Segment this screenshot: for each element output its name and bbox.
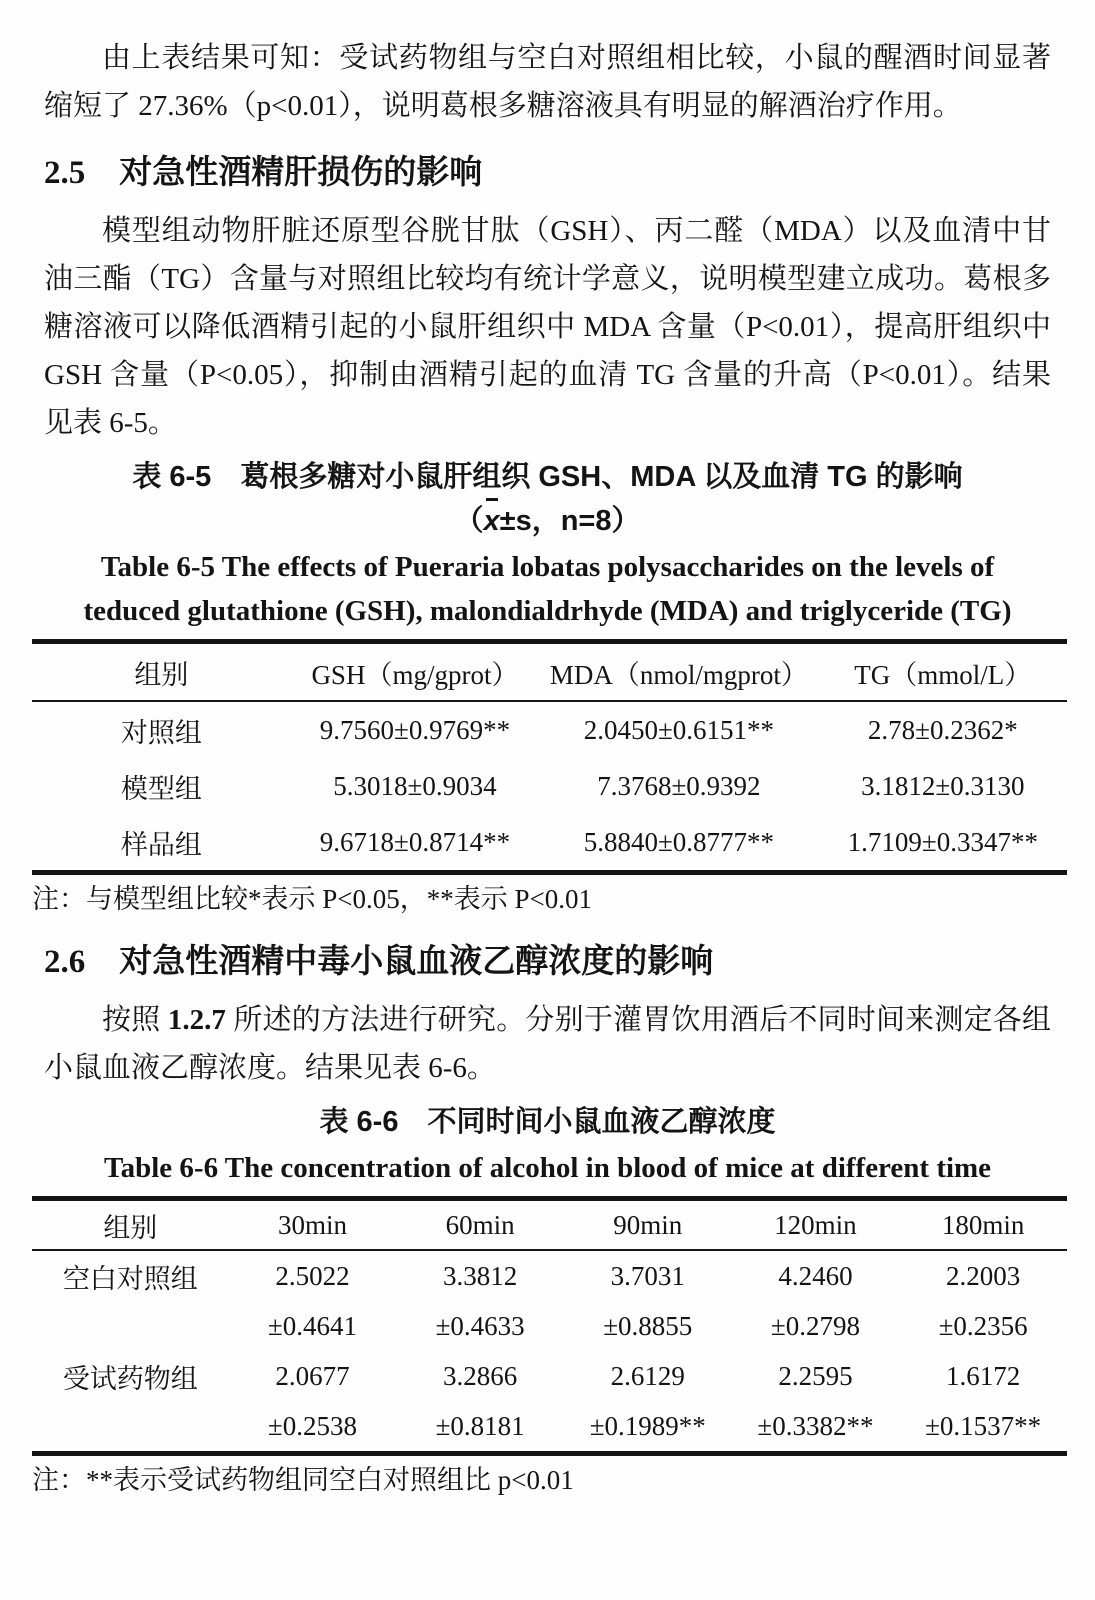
xbar-symbol: x	[483, 505, 500, 537]
cell-sd: ±0.3382**	[757, 1410, 874, 1441]
cell-mean: 3.3812	[443, 1260, 518, 1291]
section-title: 对急性酒精肝损伤的影响	[119, 153, 483, 190]
row-label-empty	[32, 1301, 229, 1351]
col-header-tg: TG（mmol/L）	[819, 642, 1067, 702]
col-header-group: 组别	[32, 642, 291, 702]
caption-text-tail: ±s，n=8）	[499, 505, 641, 537]
cell-value: 3.1812±0.3130	[861, 770, 1025, 801]
row-label: 对照组	[120, 717, 202, 748]
table-row	[32, 701, 1067, 758]
cell-value: 7.3768±0.9392	[597, 770, 761, 801]
cell-sd: ±0.2538	[267, 1410, 357, 1441]
cell-value: 5.3018±0.9034	[333, 770, 497, 801]
col-header-mda: MDA（nmol/mgprot）	[539, 642, 818, 702]
cell-value: 5.8840±0.8777**	[583, 826, 775, 857]
col-header-120min: 120min	[732, 1199, 900, 1251]
section-number: 2.5	[44, 155, 86, 191]
cell-mean: 2.2595	[778, 1360, 853, 1391]
col-header-60min: 60min	[396, 1199, 564, 1251]
table-6-6-caption-en: Table 6-6 The concentration of alcohol in blood of mice at different time	[103, 1152, 992, 1184]
method-reference: 1.2.7	[167, 1004, 226, 1036]
col-header-gsh: GSH（mg/gprot）	[291, 642, 539, 702]
section-2-5-paragraph: 模型组动物肝脏还原型谷胱甘肽（GSH）、丙二醛（MDA）以及血清中甘油三酯（TG）含量与对照组比较均有统计学意义，说明模型建立成功。葛根多糖溶液可以降低酒精引起的小鼠肝组织中 MDA 含量（P<0.01），提高肝组织中 GSH 含量（P<0.05），抑制由酒精引起的血清 TG 含量的升高（P<0.01）。结果见表 6-5。	[44, 215, 1051, 439]
col-header-30min: 30min	[229, 1199, 397, 1251]
section-2-6-paragraph	[44, 996, 1051, 1092]
cell-mean: 2.0677	[275, 1360, 350, 1391]
cell-mean: 3.7031	[610, 1260, 685, 1291]
caption-text: 表 6-5 葛根多糖对小鼠肝组织 GSH、MDA 以及血清 TG 的影响（	[132, 461, 963, 537]
section-heading-2-5	[44, 146, 1051, 193]
table-row	[32, 1250, 1067, 1301]
table-6-6-caption-zh: 表 6-6 不同时间小鼠血液乙醇浓度	[319, 1106, 776, 1138]
table-row	[32, 814, 1067, 873]
row-label: 模型组	[120, 773, 202, 804]
cell-mean: 3.2866	[443, 1360, 518, 1391]
row-label: 样品组	[120, 829, 202, 860]
cell-value: 2.78±0.2362*	[867, 714, 1018, 745]
cell-sd: ±0.2356	[938, 1310, 1028, 1341]
section-title: 对急性酒精中毒小鼠血液乙醇浓度的影响	[119, 942, 714, 979]
cell-sd: ±0.2798	[770, 1310, 860, 1341]
table-6-5-caption-en-line2: teduced glutathione (GSH), malondialdrhyde (MDA) and triglyceride (TG)	[83, 595, 1012, 627]
table-6-5-caption-en-line1: Table 6-5 The effects of Pueraria lobatas polysaccharides on the levels of	[100, 551, 995, 583]
table-6-5-note: 注：与模型组比较*表示 P<0.05，**表示 P<0.01	[32, 884, 592, 914]
table-6-5	[32, 639, 1067, 875]
cell-sd: ±0.1537**	[925, 1410, 1042, 1441]
paragraph-text: 所述的方法进行研究。分别于灌胃饮用酒后不同时间来测定各组小鼠血液乙醇浓度。结果见表 6-6。	[44, 1004, 1051, 1084]
table-6-5-header-row	[32, 642, 1067, 702]
cell-value: 1.7109±0.3347**	[847, 826, 1038, 857]
cell-value: 2.0450±0.6151**	[583, 714, 775, 745]
col-header-180min: 180min	[899, 1199, 1067, 1251]
row-label: 受试药物组	[62, 1363, 198, 1394]
cell-sd: ±0.1989**	[589, 1410, 706, 1441]
table-6-6	[32, 1196, 1067, 1456]
intro-paragraph: 由上表结果可知：受试药物组与空白对照组相比较，小鼠的醒酒时间显著缩短了 27.36%（p<0.01），说明葛根多糖溶液具有明显的解酒治疗作用。	[44, 42, 1051, 122]
section-number: 2.6	[44, 944, 86, 980]
table-row	[32, 758, 1067, 814]
section-heading-2-6	[44, 935, 1051, 982]
table-6-6-header-row	[32, 1199, 1067, 1251]
cell-sd: ±0.4641	[267, 1310, 357, 1341]
cell-value: 9.6718±0.8714**	[319, 826, 511, 857]
table-row	[32, 1401, 1067, 1454]
col-header-group: 组别	[32, 1199, 229, 1251]
col-header-90min: 90min	[564, 1199, 732, 1251]
cell-value: 9.7560±0.9769**	[319, 714, 511, 745]
paragraph-text: 按照	[102, 1004, 168, 1036]
table-row	[32, 1301, 1067, 1351]
cell-sd: ±0.4633	[435, 1310, 525, 1341]
table-6-6-note: 注：**表示受试药物组同空白对照组比 p<0.01	[32, 1465, 574, 1495]
cell-mean: 2.5022	[275, 1260, 350, 1291]
cell-mean: 1.6172	[946, 1360, 1021, 1391]
table-6-5-caption-zh	[44, 455, 1051, 543]
cell-sd: ±0.8855	[603, 1310, 693, 1341]
cell-mean: 2.2003	[946, 1260, 1021, 1291]
cell-mean: 4.2460	[778, 1260, 853, 1291]
table-row	[32, 1351, 1067, 1401]
cell-mean: 2.6129	[610, 1360, 685, 1391]
row-label: 空白对照组	[62, 1263, 198, 1294]
cell-sd: ±0.8181	[435, 1410, 525, 1441]
row-label-empty	[32, 1401, 229, 1454]
